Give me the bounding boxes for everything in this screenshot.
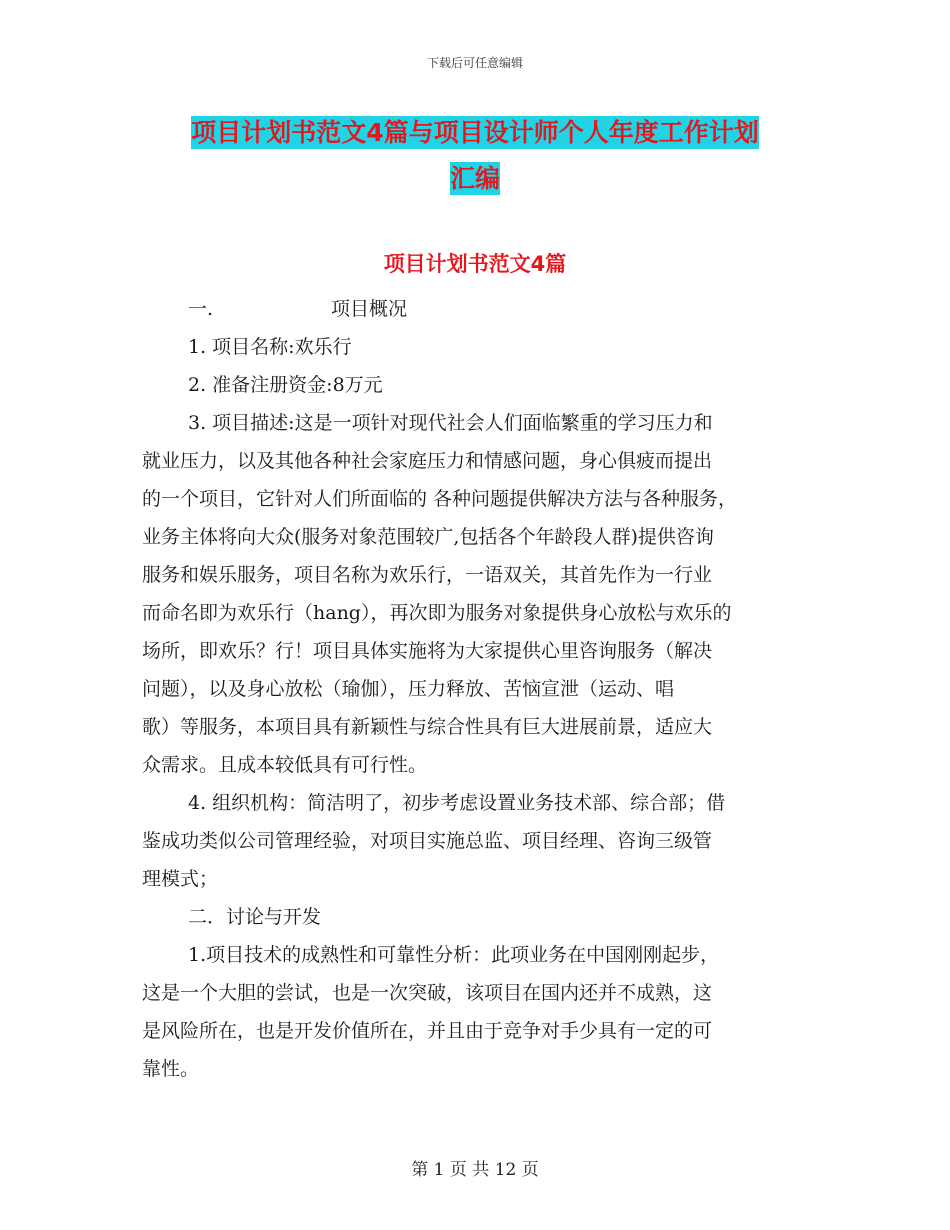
paragraph-line: 鉴成功类似公司管理经验，对项目实施总监、项目经理、咨询三级管 [142,830,713,852]
document-title-line1: 项目计划书范文4篇与项目设计师个人年度工作计划 [191,118,759,147]
section1-heading [142,290,814,328]
paragraph-line: 而命名即为欢乐行（hang），再次即为服务对象提供身心放松与欢乐的 [142,602,732,624]
document-title-line2: 汇编 [449,164,500,193]
section2-heading: 二．讨论与开发 [188,906,322,928]
page-footer: 第 1 页 共 12 页 [411,1160,539,1180]
section-title: 项目计划书范文4篇 [383,252,567,276]
item-technology-analysis [142,936,814,1088]
item-registered-capital: 2. 准备注册资金:8万元 [188,374,383,396]
paragraph-line: 1.项目技术的成熟性和可靠性分析：此项业务在中国刚刚起步， [188,944,720,966]
paragraph-line: 问题），以及身心放松（瑜伽），压力释放、苦恼宣泄（运动、唱 [142,678,675,700]
paragraph-line: 就业压力，以及其他各种社会家庭压力和情感问题，身心俱疲而提出 [142,450,713,472]
paragraph-line: 3. 项目描述:这是一项针对现代社会人们面临繁重的学习压力和 [188,412,713,434]
paragraph-line: 服务和娱乐服务，项目名称为欢乐行，一语双关，其首先作为一行业 [142,564,713,586]
item-project-name: 1. 项目名称:欢乐行 [188,336,352,358]
header-note: 下载后可任意编辑 [426,56,523,70]
section1-heading-number: 一. [188,298,214,320]
document-body [142,290,814,1088]
paragraph-line: 众需求。且成本较低具有可行性。 [142,754,428,776]
paragraph-line: 的一个项目，它针对人们所面临的 各种问题提供解决方法与各种服务， [142,488,738,510]
section1-heading-text: 项目概况 [331,298,408,320]
paragraph-line: 理模式； [142,868,219,890]
item-organization [142,784,814,898]
document-title [150,110,800,202]
paragraph-line: 靠性。 [142,1058,200,1080]
paragraph-line: 场所，即欢乐？行！项目具体实施将为大家提供心里咨询服务（解决 [142,640,713,662]
paragraph-line: 4. 组织机构：简洁明了，初步考虑设置业务技术部、综合部；借 [188,792,726,814]
paragraph-line: 是风险所在，也是开发价值所在，并且由于竞争对手少具有一定的可 [142,1020,713,1042]
paragraph-line: 这是一个大胆的尝试，也是一次突破，该项目在国内还并不成熟，这 [142,982,713,1004]
paragraph-line: 业务主体将向大众(服务对象范围较广,包括各个年龄段人群)提供咨询 [142,526,714,548]
paragraph-line: 歌）等服务，本项目具有新颖性与综合性具有巨大进展前景，适应大 [142,716,713,738]
item-project-description [142,404,814,784]
